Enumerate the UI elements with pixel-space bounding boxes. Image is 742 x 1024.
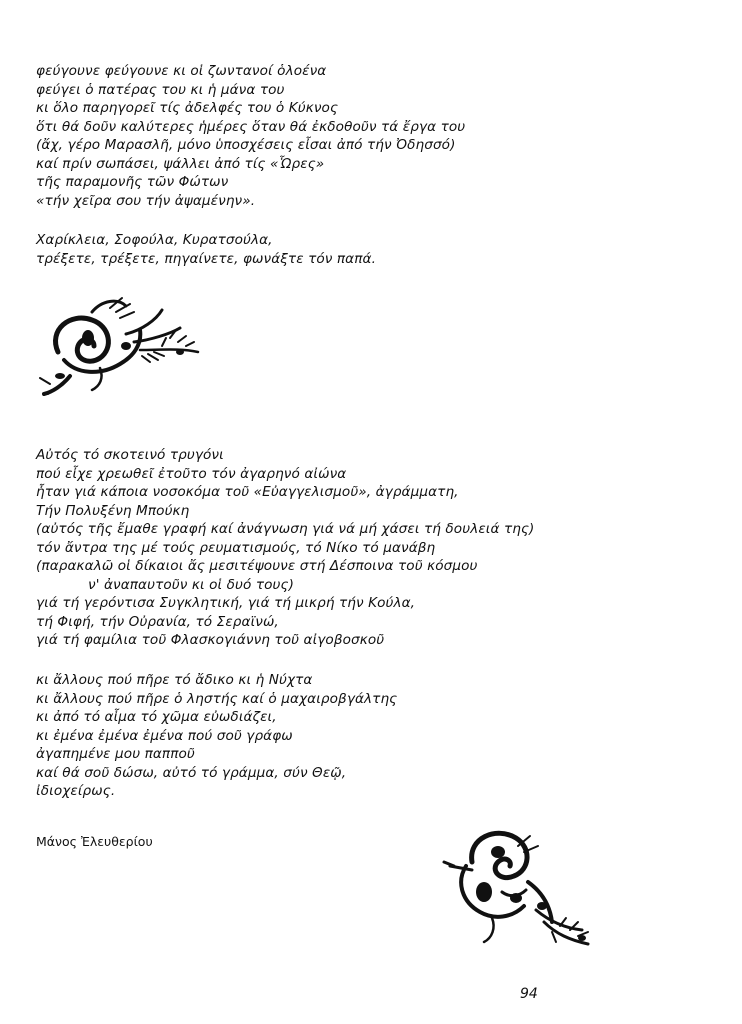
stanza-3	[36, 446, 534, 650]
poem-line: κι ἀπό τό αἷμα τό χῶμα εὐωδιάζει,	[36, 709, 277, 725]
poem-line: τή Φιφή, τήν Οὐρανία, τό Σεραϊνώ,	[36, 613, 279, 630]
poem-line: φεύγουνε φεύγουνε κι οἱ ζωντανοί ὁλοένα	[36, 63, 327, 79]
poem-line: (αὐτός τῆς ἔμαθε γραφή καί ἀνάγνωση γιά νά μή χάσει τή δουλειά της)	[36, 521, 535, 537]
poem-line: κι ἐμένα ἐμένα ἐμένα πού σοῦ γράφω	[36, 727, 293, 744]
poem-line: γιά τή γερόντισα Συγκλητική, γιά τή μικρή τήν Κούλα,	[36, 595, 416, 611]
stanza-4	[36, 671, 397, 801]
poem-line: ἀγαπημένε μου παπποῦ	[36, 746, 195, 762]
poem-line: κι ἄλλους πού πῆρε ὁ ληστής καί ὁ μαχαιροβγάλτης	[36, 690, 398, 707]
poem-line: Χαρίκλεια, Σοφούλα, Κυρατσούλα,	[36, 232, 273, 248]
poem-line: ὅτι θά δοῦν καλύτερες ἡμέρες ὅταν θά ἐκδοθοῦν τά ἔργα του	[36, 118, 466, 135]
poem-line: τῆς παραμονῆς τῶν Φώτων	[36, 174, 229, 190]
poem-line: γιά τή φαμίλια τοῦ Φλασκογιάννη τοῦ αἰγοβοσκοῦ	[36, 632, 385, 648]
poem-line: τρέξετε, τρέξετε, πηγαίνετε, φωνάξτε τόν παπά.	[36, 250, 377, 267]
poem-line: καί πρίν σωπάσει, ψάλλει ἀπό τίς «Ὧρες»	[36, 155, 325, 172]
stanza-1	[36, 62, 465, 210]
poem-line: κι ὅλο παρηγορεῖ τίς ἀδελφές του ὁ Κύκνος	[36, 100, 339, 116]
poem-line: ἦταν γιά κάποια νοσοκόμα τοῦ «Εὐαγγελισμοῦ», ἀγράμματη,	[36, 484, 459, 500]
poem-line: ἰδιοχείρως.	[36, 783, 116, 799]
floral-ornament-icon	[432, 822, 597, 950]
floral-ornament-icon	[30, 290, 205, 402]
poem-line: τόν ἄντρα της μέ τούς ρευματισμούς, τό Νίκο τό μανάβη	[36, 539, 436, 556]
poem-line: (ἄχ, γέρο Μαρασλῆ, μόνο ὑποσχέσεις εἶσαι ἀπό τήν Ὀδησσό)	[36, 137, 456, 153]
poem-line: «τήν χεῖρα σου τήν ἀψαμένην».	[36, 192, 256, 209]
poem-line: φεύγει ὁ πατέρας του κι ἡ μάνα του	[36, 81, 285, 98]
poem-line: ν' ἀναπαυτοῦν κι οἱ δυό τους)	[88, 576, 294, 593]
poem-line: πού εἶχε χρεωθεῖ ἐτοῦτο τόν ἀγαρηνό αἰώνα	[36, 465, 347, 482]
stanza-2	[36, 231, 376, 268]
poem-line: (παρακαλῶ οἱ δίκαιοι ἄς μεσιτέψουνε στή Δέσποινα τοῦ κόσμου	[36, 558, 478, 574]
page-number: 94	[520, 986, 538, 1002]
poem-line: Αὐτός τό σκοτεινό τρυγόνι	[36, 447, 224, 463]
author-signature: Μάνος Ἐλευθερίου	[36, 834, 153, 849]
poem-line: καί θά σοῦ δώσω, αὐτό τό γράμμα, σύν Θεῷ,	[36, 764, 347, 781]
poem-line: Τήν Πολυξένη Μπούκη	[36, 502, 190, 519]
poem-line: κι ἄλλους πού πῆρε τό ἄδικο κι ἡ Νύχτα	[36, 672, 313, 688]
